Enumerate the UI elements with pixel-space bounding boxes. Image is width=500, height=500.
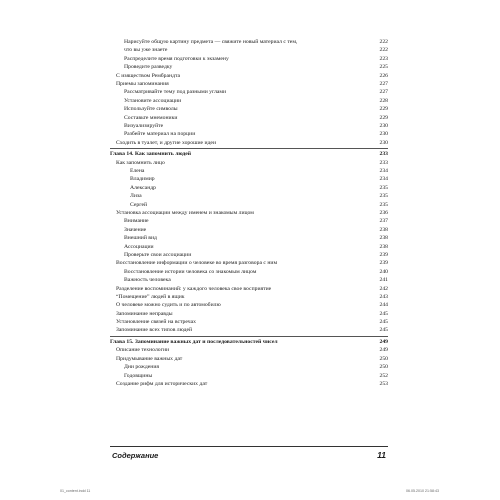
toc-entry	[110, 122, 388, 130]
toc-entry	[110, 380, 388, 388]
toc-entry-title: Сергей	[130, 201, 148, 208]
toc-entry-page: 252	[379, 372, 388, 379]
toc-entry-page: 230	[379, 122, 388, 129]
running-footer	[110, 446, 388, 461]
toc-entry-page: 225	[379, 64, 388, 71]
toc-entry	[110, 105, 388, 113]
toc-entry-title: Внимание	[124, 218, 149, 225]
toc-entry	[110, 251, 388, 259]
toc-entry-page: 230	[379, 131, 388, 138]
toc-entry-title: Используйте символы	[124, 106, 178, 113]
toc-entry	[110, 226, 388, 234]
toc-entry	[110, 38, 388, 46]
toc-entry	[110, 159, 388, 167]
toc-entry	[110, 285, 388, 293]
footer-title: Содержание	[112, 451, 159, 460]
toc-entry-title: Дни рождения	[124, 364, 159, 371]
toc-entry-title: Глава 15. Запоминание важных дат и последовательностей чисел	[110, 339, 278, 346]
toc-entry-title: Сходить в туалет, и другие хорошие идеи	[116, 139, 216, 146]
toc-entry-page: 249	[379, 347, 388, 354]
toc-entry-page: 250	[379, 355, 388, 362]
toc-entry-title: Создание рифм для исторических дат	[116, 381, 208, 387]
toc-entry-page: 235	[379, 193, 388, 200]
toc-entry-page: 237	[379, 218, 388, 225]
toc-entry-page: 222	[379, 47, 388, 54]
toc-entry-page: 253	[379, 381, 388, 387]
chapter-rule	[110, 148, 388, 149]
toc-entry-title: что вы уже знаете	[124, 47, 168, 54]
toc-entry-title: Елена	[130, 168, 145, 175]
toc-entry-title: Установка ассоциации между именем и знакомым лицом	[116, 210, 254, 216]
toc-entry-page: 238	[379, 226, 388, 233]
toc-entry	[110, 167, 388, 175]
toc-entry-page: 226	[379, 72, 388, 79]
toc-entry	[110, 201, 388, 209]
toc-entry-title: О человеке можно судить и по автомобилю	[116, 302, 221, 309]
toc-entry-page: 241	[379, 277, 388, 284]
toc-entry-page: 235	[379, 201, 388, 208]
toc-entry	[110, 276, 388, 284]
toc-entry	[110, 346, 388, 354]
toc-entry-page: 245	[379, 327, 388, 334]
toc-entry-page: 244	[379, 302, 388, 309]
toc-entry-title: Установите ассоциации	[124, 97, 182, 104]
toc-page	[110, 38, 388, 466]
toc-entry-title: Годовщины	[124, 372, 153, 379]
slug-file: 01_content.indd 11	[60, 489, 91, 493]
toc-chapter-heading	[110, 150, 388, 158]
toc-entry-title: “Помещение” людей в ящик	[116, 293, 185, 300]
toc-entry-page: 229	[379, 114, 388, 121]
toc-entry	[110, 46, 388, 54]
toc-entry	[110, 63, 388, 71]
toc-entry	[110, 55, 388, 63]
toc-entry-title: С изяществом Рембрандта	[116, 72, 181, 79]
toc-entry	[110, 217, 388, 225]
toc-entry-page: 239	[379, 251, 388, 258]
toc-entry-page: 242	[379, 285, 388, 292]
table-of-contents	[110, 38, 388, 388]
toc-entry-page: 230	[379, 139, 388, 146]
toc-entry-title: Составьте мнемоники	[124, 114, 178, 121]
toc-entry-title: Ассоциации	[124, 243, 154, 250]
toc-entry-title: Внешний вид	[124, 235, 157, 242]
toc-entry-title: Нарисуйте общую картину предмета — свяжите новый материал с тем,	[124, 39, 298, 45]
toc-entry-page: 227	[379, 89, 388, 96]
toc-entry-page: 239	[379, 260, 388, 267]
footer-page-number: 11	[377, 450, 386, 460]
toc-entry-page: 250	[379, 364, 388, 371]
toc-entry-title: Александр	[130, 184, 156, 191]
toc-entry-page: 228	[379, 97, 388, 104]
toc-entry	[110, 268, 388, 276]
toc-entry-page: 236	[379, 210, 388, 216]
toc-entry-title: Разбейте материал на порции	[124, 131, 196, 138]
toc-entry-page: 238	[379, 243, 388, 250]
toc-entry-title: Приемы запоминания	[116, 80, 169, 87]
toc-entry-title: Владимир	[130, 176, 155, 183]
toc-entry-title: Важность человека	[124, 277, 171, 284]
toc-entry	[110, 97, 388, 105]
toc-entry	[110, 259, 388, 267]
toc-entry-title: Значение	[124, 226, 147, 233]
toc-entry-title: Лиза	[130, 193, 142, 200]
toc-entry	[110, 355, 388, 363]
toc-entry-page: 245	[379, 319, 388, 326]
toc-entry-title: Рассматривайте тему под разными углами	[124, 89, 227, 96]
toc-entry	[110, 301, 388, 309]
toc-entry-title: Глава 14. Как запомнить людей	[110, 151, 192, 158]
toc-entry-title: Придумывание важных дат	[116, 355, 183, 362]
toc-entry	[110, 72, 388, 80]
toc-entry	[110, 139, 388, 147]
toc-entry-title: Как запомнить лицо	[116, 159, 165, 166]
toc-entry-page: 245	[379, 310, 388, 317]
toc-entry	[110, 209, 388, 217]
toc-entry	[110, 192, 388, 200]
toc-entry-page: 227	[379, 80, 388, 87]
slug-stamp: 06.05.2010 21:58:43	[406, 489, 439, 493]
toc-entry-page: 234	[379, 168, 388, 175]
toc-entry-title: Запоминание неправды	[116, 310, 173, 317]
toc-entry	[110, 130, 388, 138]
toc-entry-title: Разделение воспоминаний: у каждого человека свое восприятие	[116, 285, 272, 292]
toc-entry-title: Установление связей на встречах	[116, 319, 197, 326]
toc-entry	[110, 293, 388, 301]
toc-entry-title: Восстановление информации о человеке во время разговора с ним	[116, 260, 278, 267]
toc-entry-page: 233	[379, 151, 388, 158]
toc-entry-page: 240	[379, 268, 388, 275]
toc-entry	[110, 326, 388, 334]
toc-entry	[110, 80, 388, 88]
toc-entry	[110, 114, 388, 122]
toc-entry-page: 234	[379, 176, 388, 183]
toc-entry-page: 235	[379, 184, 388, 191]
toc-entry-page: 249	[379, 339, 388, 346]
toc-entry-page: 229	[379, 106, 388, 113]
toc-entry	[110, 363, 388, 371]
toc-entry-page: 233	[379, 159, 388, 166]
toc-entry	[110, 372, 388, 380]
toc-entry-title: Описание технологии	[116, 347, 170, 354]
toc-entry-title: Восстановление истории человека со знакомым лицом	[124, 268, 257, 275]
toc-entry	[110, 175, 388, 183]
toc-entry-page: 243	[379, 293, 388, 300]
toc-entry-title: Визуализируйте	[124, 122, 164, 129]
toc-entry-page: 223	[379, 55, 388, 62]
toc-entry-title: Проведите разведку	[124, 64, 173, 71]
toc-entry-title: Запоминание всех типов людей	[116, 327, 193, 334]
toc-entry-title: Проверьте свои ассоциации	[124, 251, 192, 258]
toc-entry-page: 238	[379, 235, 388, 242]
toc-entry	[110, 88, 388, 96]
toc-entry	[110, 184, 388, 192]
toc-entry	[110, 243, 388, 251]
toc-entry	[110, 310, 388, 318]
toc-entry	[110, 318, 388, 326]
chapter-rule	[110, 336, 388, 337]
toc-entry-page: 222	[379, 39, 388, 45]
toc-entry	[110, 234, 388, 242]
toc-chapter-heading	[110, 338, 388, 346]
toc-entry-title: Распределите время подготовки к экзамену	[124, 55, 229, 62]
